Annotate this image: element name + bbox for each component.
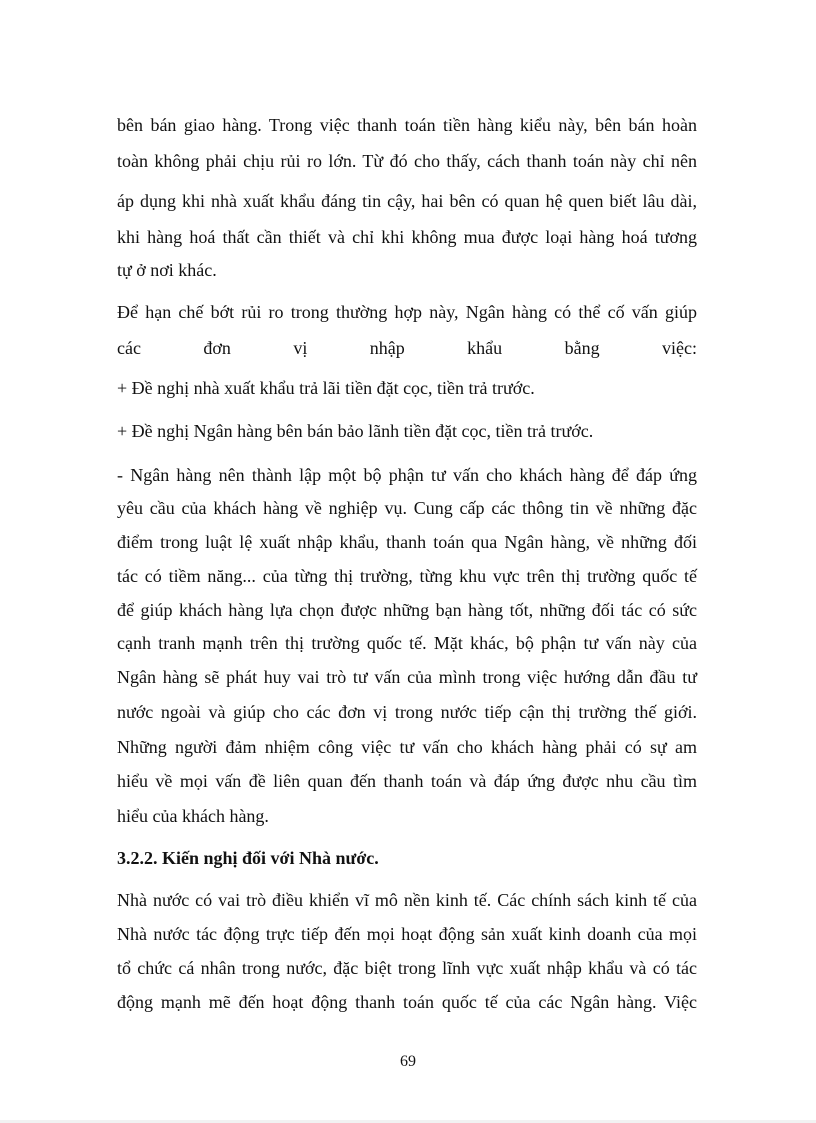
text-line: Để hạn chế bớt rủi ro trong thường hợp này, Ngân hàng có thể cố vấn giúp: [117, 302, 697, 322]
page-number: 69: [400, 1053, 416, 1070]
text-line: áp dụng khi nhà xuất khẩu đáng tin cậy, hai bên có quan hệ quen biết lâu dài,: [117, 191, 697, 211]
text-line: các đơn vị nhập khẩu bằng việc:: [117, 338, 697, 358]
text-line: tự ở nơi khác.: [117, 260, 217, 280]
text-line: để giúp khách hàng lựa chọn được những bạn hàng tốt, những đối tác có sức: [117, 600, 697, 620]
text-line: + Đề nghị nhà xuất khẩu trả lãi tiền đặt cọc, tiền trả trước.: [117, 378, 535, 398]
text-line: nước ngoài và giúp cho các đơn vị trong nước tiếp cận thị trường thế giới.: [117, 702, 697, 722]
text-line: - Ngân hàng nên thành lập một bộ phận tư vấn cho khách hàng để đáp ứng: [117, 465, 697, 485]
text-line: khi hàng hoá thất cần thiết và chỉ khi không mua được loại hàng hoá tương: [117, 227, 697, 247]
text-line: tác có tiềm năng... của từng thị trường, từng khu vực trên thị trường quốc tế: [117, 566, 697, 586]
text-line: điểm trong luật lệ xuất nhập khẩu, thanh toán qua Ngân hàng, về những đối: [117, 532, 697, 552]
text-line: hiểu về mọi vấn đề liên quan đến thanh toán và đáp ứng được nhu cầu tìm: [117, 771, 697, 791]
text-line: bên bán giao hàng. Trong việc thanh toán tiền hàng kiểu này, bên bán hoàn: [117, 115, 697, 135]
text-line: toàn không phải chịu rủi ro lớn. Từ đó cho thấy, cách thanh toán này chỉ nên: [117, 151, 697, 171]
text-line: tổ chức cá nhân trong nước, đặc biệt trong lĩnh vực xuất nhập khẩu và có tác: [117, 958, 697, 978]
section-heading: 3.2.2. Kiến nghị đối với Nhà nước.: [117, 848, 379, 868]
text-line: + Đề nghị Ngân hàng bên bán bảo lãnh tiền đặt cọc, tiền trả trước.: [117, 421, 594, 441]
text-line: Ngân hàng sẽ phát huy vai trò tư vấn của mình trong việc hướng dẫn đầu tư: [117, 667, 697, 687]
text-line: động mạnh mẽ đến hoạt động thanh toán quốc tế của các Ngân hàng. Việc: [117, 992, 697, 1012]
text-line: hiểu của khách hàng.: [117, 806, 269, 826]
text-line: Những người đảm nhiệm công việc tư vấn cho khách hàng phải có sự am: [117, 737, 697, 757]
text-line: Nhà nước có vai trò điều khiển vĩ mô nền kinh tế. Các chính sách kinh tế của: [117, 890, 697, 910]
text-line: yêu cầu của khách hàng về nghiệp vụ. Cung cấp các thông tin về những đặc: [117, 498, 697, 518]
text-line: cạnh tranh mạnh trên thị trường quốc tế. Mặt khác, bộ phận tư vấn này của: [117, 633, 697, 653]
text-line: Nhà nước tác động trực tiếp đến mọi hoạt động sản xuất kinh doanh của mọi: [117, 924, 697, 944]
